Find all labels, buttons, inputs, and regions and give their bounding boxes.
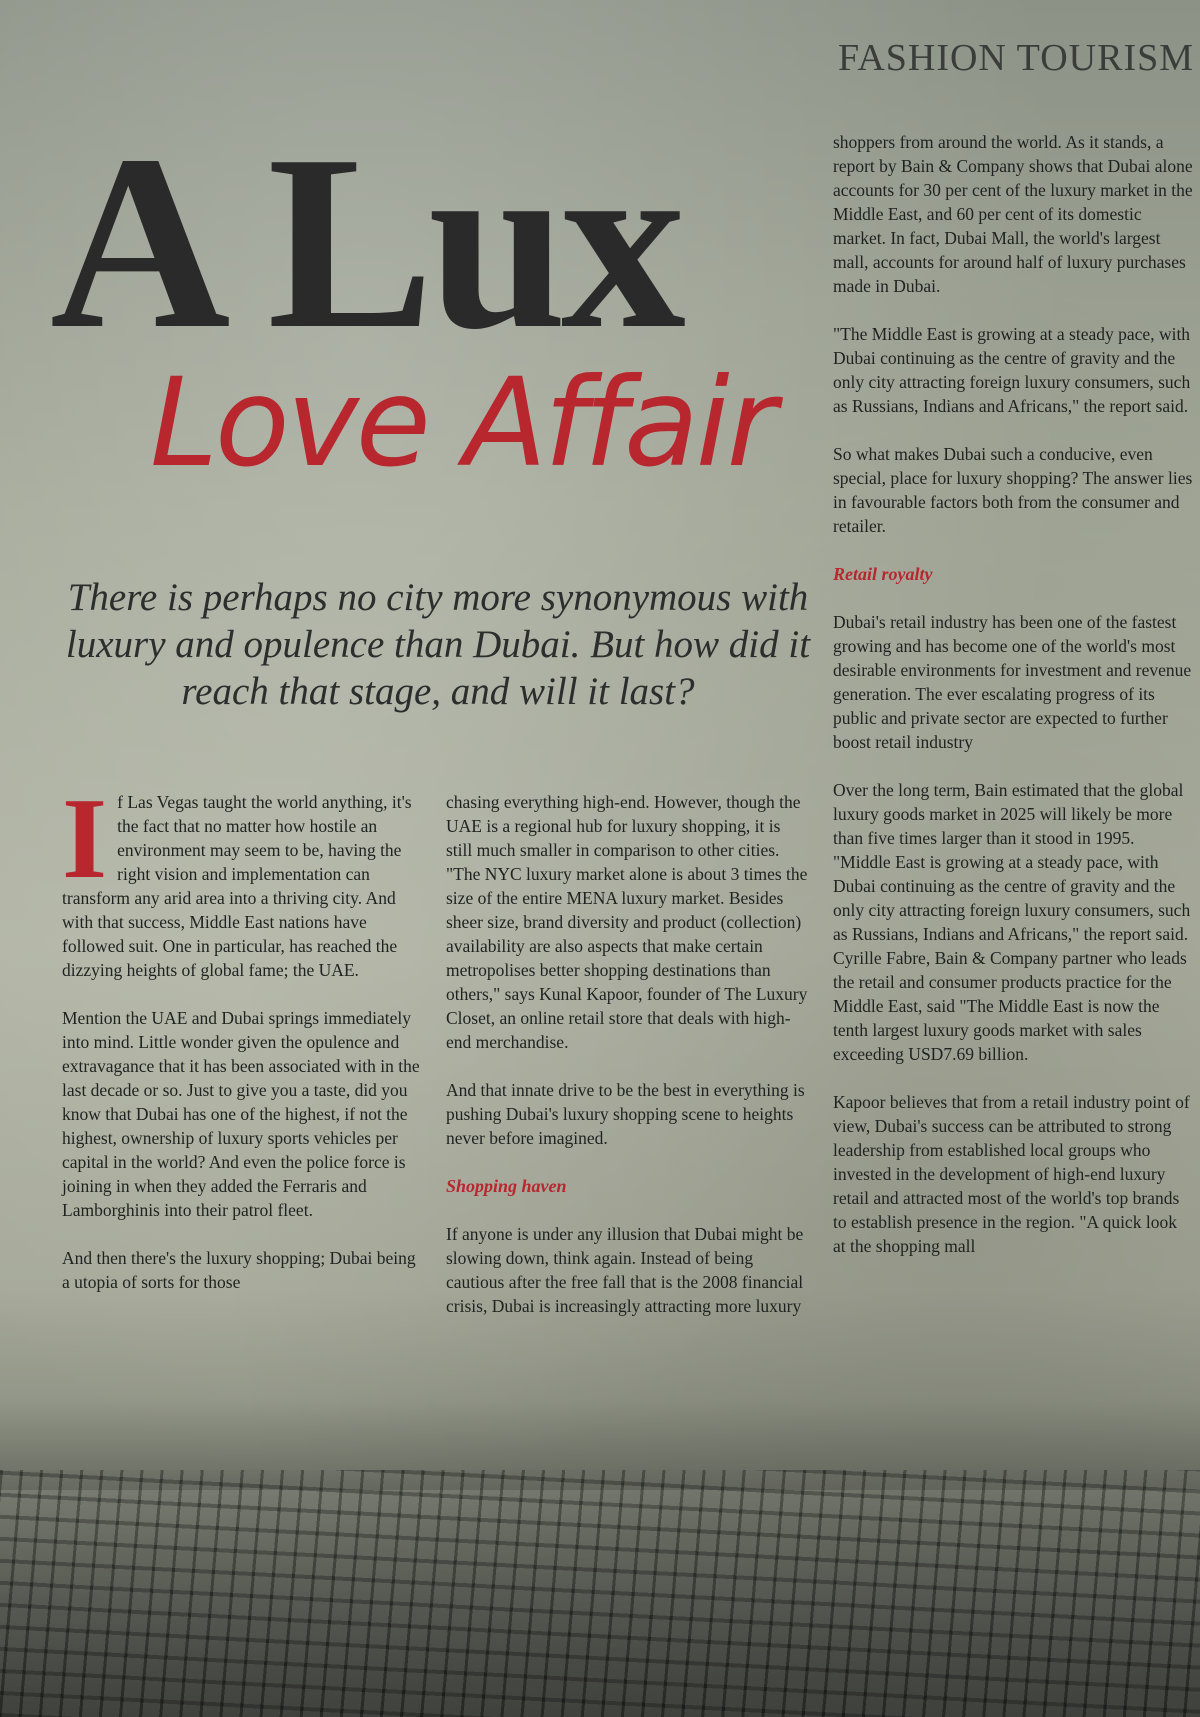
- standfirst: There is perhaps no city more synonymous with luxury and opulence than Dubai. But how did it reach that stage, and will it last?: [65, 576, 811, 713]
- subheading-retail-royalty: Retail royalty: [833, 564, 933, 584]
- column-3: [833, 130, 1193, 1282]
- paragraph: [62, 775, 424, 982]
- cobblestone-background: [0, 1470, 1200, 1717]
- headline-main: A Lux: [50, 104, 681, 381]
- paragraph: And that innate drive to be the best in everything is pushing Dubai's luxury shopping scene to heights never before imagined.: [446, 1080, 805, 1148]
- drop-cap: I: [62, 775, 108, 903]
- paragraph-text: f Las Vegas taught the world anything, it's the fact that no matter how hostile an environment may seem to be, having the right vision and implementation can transform any arid area into a thriving city. And with that success, Middle East nations have followed suit. One in particular, has reached the dizzying heights of global fame; the UAE.: [62, 792, 412, 980]
- paragraph: And then there's the luxury shopping; Dubai being a utopia of sorts for those: [62, 1248, 416, 1292]
- subheading-shopping-haven: Shopping haven: [446, 1176, 567, 1196]
- paragraph: chasing everything high-end. However, though the UAE is a regional hub for luxury shopping, it is still much smaller in comparison to other cities. "The NYC luxury market alone is about 3 times the size of the entire MENA luxury market. Besides sheer size, brand diversity and product (collection) availability are also aspects that make certain metropolises better shopping destinations than others," says Kunal Kapoor, founder of The Luxury Closet, an online retail store that deals with high-end merchandise.: [446, 792, 808, 1052]
- paragraph: shoppers from around the world. As it stands, a report by Bain & Company shows that Dubai alone accounts for 30 per cent of the luxury market in the Middle East, and 60 per cent of its domestic market. In fact, Dubai Mall, the world's largest mall, accounts for around half of luxury purchases made in Dubai.: [833, 132, 1193, 296]
- paragraph: Kapoor believes that from a retail industry point of view, Dubai's success can be attributed to strong leadership from established local groups who invested in the development of high-end luxury retail and attracted most of the world's top brands to establish presence in the region. "A quick look at the shopping mall: [833, 1092, 1190, 1256]
- paragraph: Mention the UAE and Dubai springs immediately into mind. Little wonder given the opulence and extravagance that it has been associated with in the last decade or so. Just to give you a taste, did you know that Dubai has one of the highest, if not the highest, ownership of luxury sports vehicles per capital in the world? And even the police force is joining in when they added the Ferraris and Lamborghinis into their patrol fleet.: [62, 1008, 420, 1220]
- column-2: [446, 790, 808, 1342]
- paragraph: "The Middle East is growing at a steady pace, with Dubai continuing as the centre of gravity and the only city attracting foreign luxury consumers, such as Russians, Indians and Africans," the report said.: [833, 324, 1191, 416]
- paragraph: Over the long term, Bain estimated that the global luxury goods market in 2025 will likely be more than five times larger than it stood in 1995. "Middle East is growing at a steady pace, with Dubai continuing as the centre of gravity and the only city attracting foreign luxury consumers, such as Russians, Indians and Africans," the report said. Cyrille Fabre, Bain & Company partner who leads the retail and consumer products practice for the Middle East, said "The Middle East is now the tenth largest luxury goods market with sales exceeding USD7.69 billion.: [833, 780, 1191, 1064]
- paragraph: If anyone is under any illusion that Dubai might be slowing down, think again. Instead of being cautious after the free fall that is the 2008 financial crisis, Dubai is increasingly attracting more luxury: [446, 1224, 804, 1316]
- section-tag: FASHION TOURISM: [838, 37, 1195, 79]
- headline-script: Love Affair: [150, 352, 774, 494]
- column-1: [62, 775, 424, 1318]
- paragraph: Dubai's retail industry has been one of the fastest growing and has become one of the world's most desirable environments for investment and revenue generation. The ever escalating progress of its public and private sector are expected to further boost retail industry: [833, 612, 1192, 752]
- paragraph: So what makes Dubai such a conducive, even special, place for luxury shopping? The answer lies in favourable factors both from the consumer and retailer.: [833, 444, 1193, 536]
